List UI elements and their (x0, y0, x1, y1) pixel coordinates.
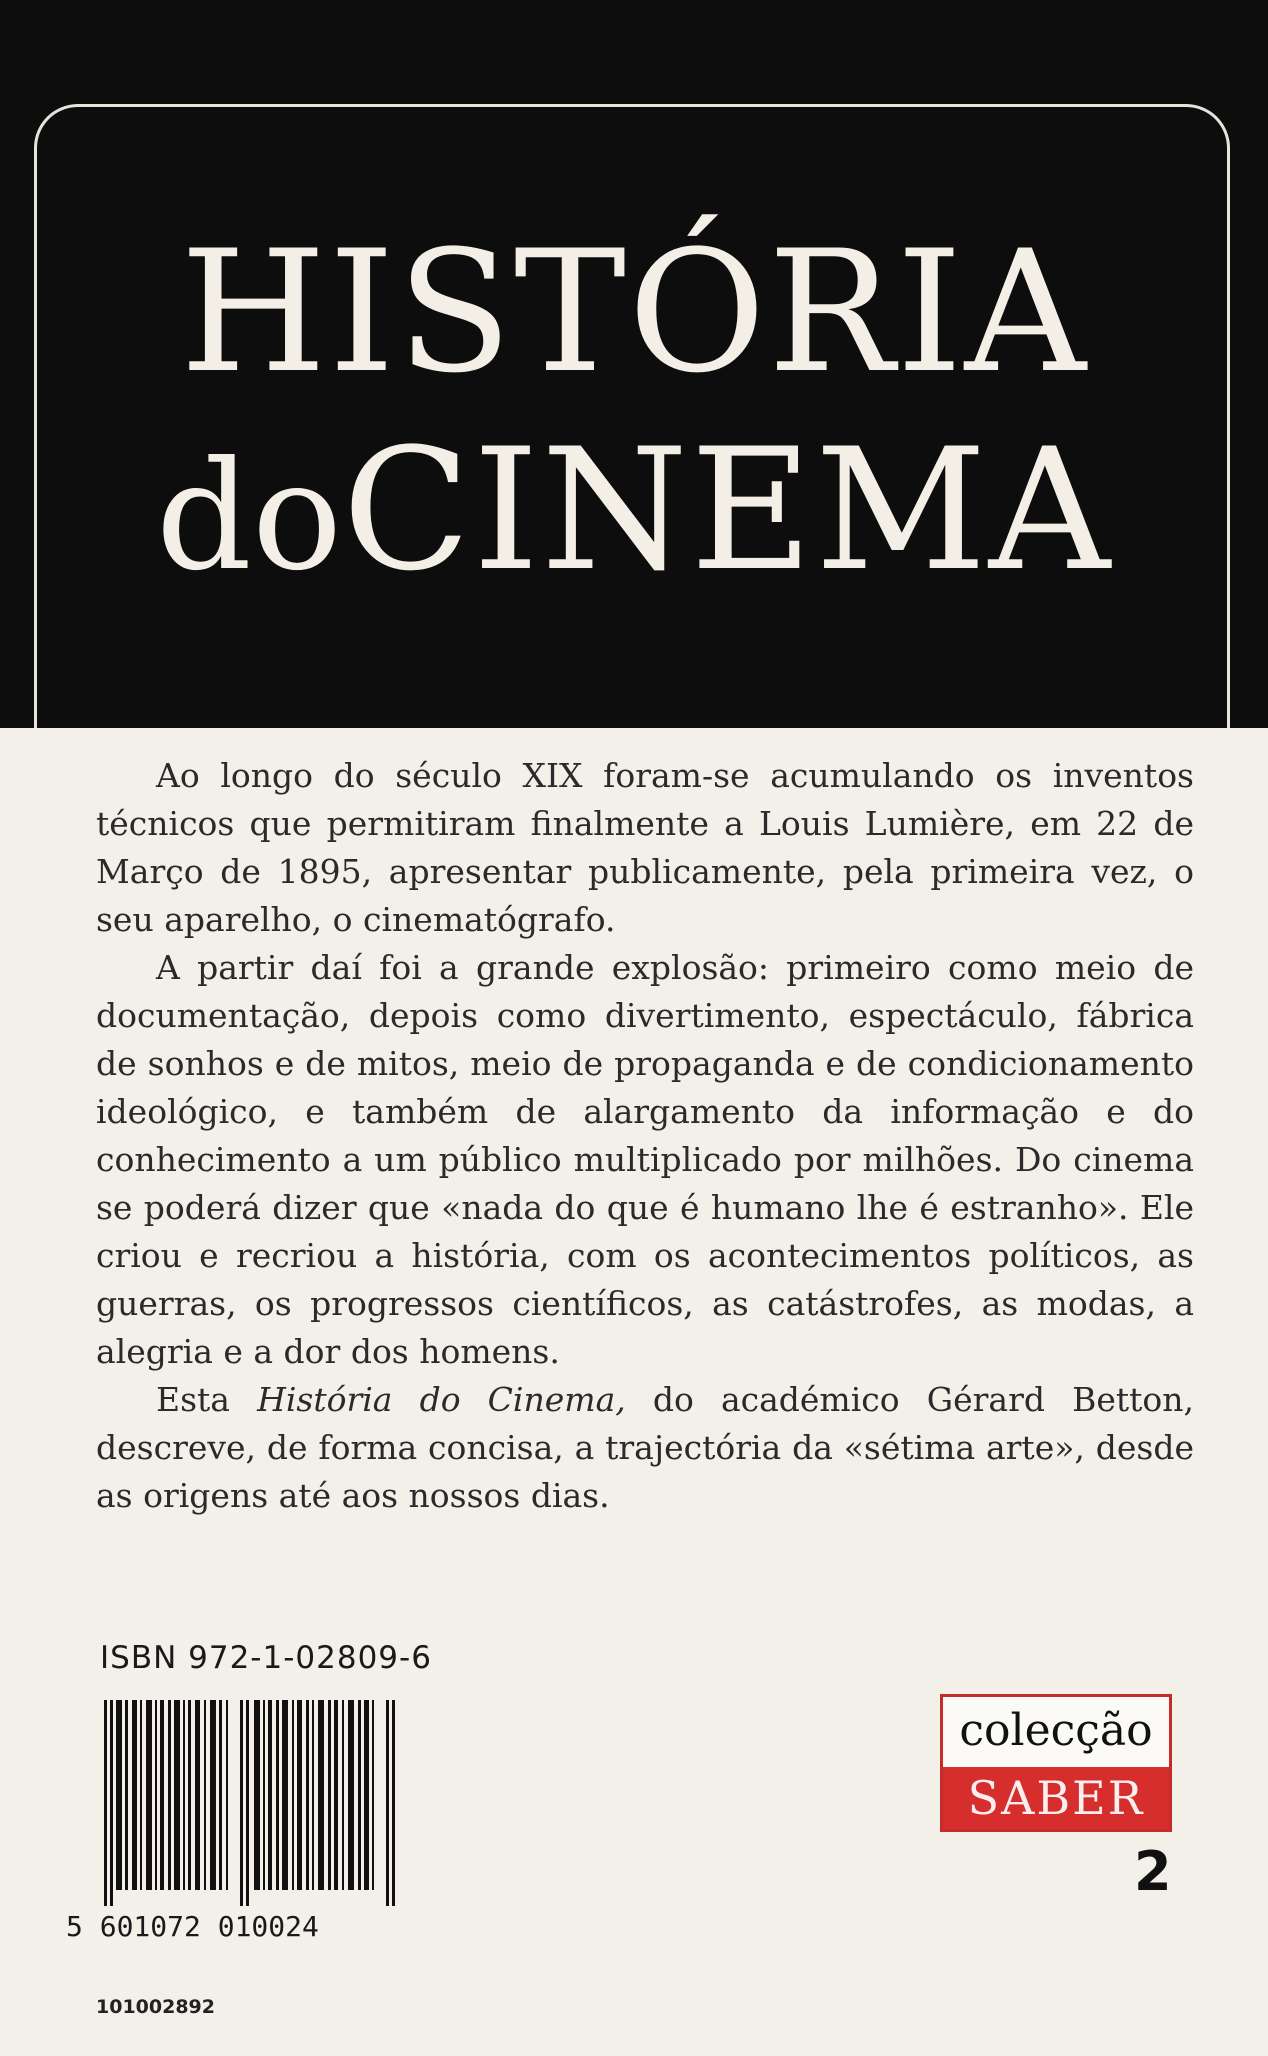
title-line-2 (0, 412, 1268, 608)
barcode-image (100, 1700, 400, 1906)
blurb-paragraph-2: A partir daí foi a grande explosão: primeiro como meio de documentação, depois como divertimento, espectáculo, fábrica de sonhos e de mitos, meio de propaganda e de condicionamento ideológico, e também de alargamento da informação e do conhecimento a um público multiplicado por milhões. Do cinema se poderá dizer que «nada do que é humano lhe é estranho». Ele criou e recriou a história, com os acontecimentos políticos, as guerras, os progressos científicos, as catástrofes, as modas, a alegria e a dor dos homens. (96, 948, 1194, 1371)
blurb-paragraph-1: Ao longo do século XIX foram-se acumulando os inventos técnicos que permitiram finalmente a Louis Lumière, em 22 de Março de 1895, apresentar publicamente, pela primeira vez, o seu aparelho, o cinematógrafo. (96, 756, 1194, 939)
blurb-p3-before: Esta (156, 1380, 258, 1419)
product-code: 101002892 (96, 1996, 215, 2018)
series-name: SABER (943, 1767, 1169, 1829)
blurb-p3-title: História do Cinema, (257, 1380, 626, 1419)
series-number: 2 (1134, 1840, 1172, 1903)
title-prefix: do (155, 430, 343, 604)
blurb-text (96, 752, 1194, 1520)
blurb-paragraph-3 (96, 1376, 1194, 1520)
isbn-label: ISBN 972-1-02809-6 (100, 1640, 432, 1676)
barcode-digits: 5 601072 010024 (66, 1910, 319, 1943)
blurb-p3-after: do académico Gérard Betton, descreve, de forma concisa, a trajectória da «sétima arte», desde as origens até aos nossos dias. (96, 1380, 1194, 1515)
series-label: colecção (959, 1705, 1153, 1756)
title-line-1: HISTÓRIA (180, 214, 1088, 410)
series-badge (940, 1694, 1172, 1832)
title-main: CINEMA (342, 412, 1113, 608)
